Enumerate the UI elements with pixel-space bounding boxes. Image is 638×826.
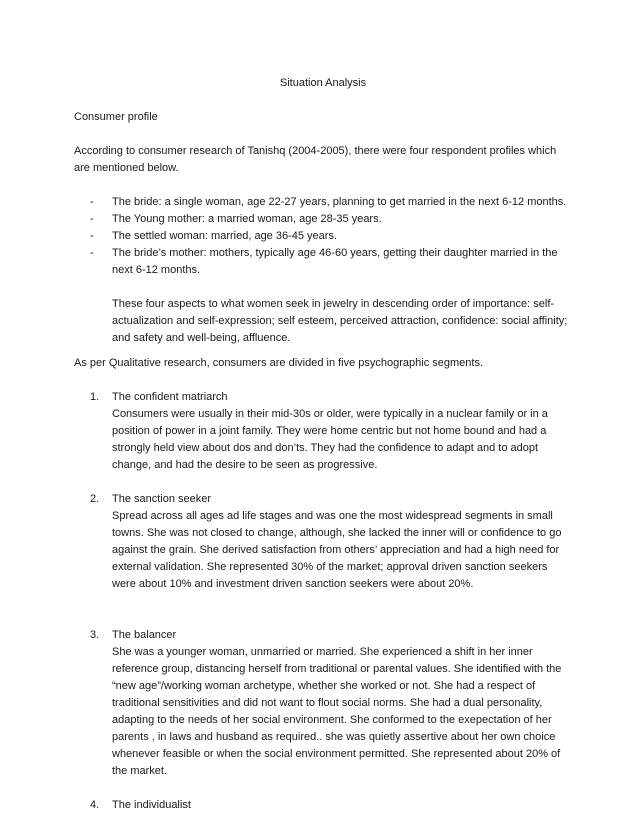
profile-text: The Young mother: a married woman, age 28-35 years. [112,213,382,225]
list-item [74,211,572,228]
profile-list [74,194,572,279]
segment-name: The individualist [112,799,191,811]
segment-name: The balancer [112,629,177,641]
profile-text: The bride: a single woman, age 22-27 years, planning to get married in the next 6-12 months. [112,196,567,208]
dash-marker: - [90,247,94,259]
aspects-paragraph: These four aspects to what women seek in jewelry in descending order of importance: self-actualization and self-expression; self esteem, perceived attraction, confidence: social affinity; and safety and well-being, affluence. [112,298,568,344]
dash-marker: - [90,230,94,242]
segment-description: Spread across all ages ad life stages and was one the most widespread segments in small towns. She was not closed to change, although, she lacked the inner will or confidence to go against the grain. She derived satisfaction from others’ appreciation and had a high need for external validation. She represented 30% of the market; approval driven sanction seekers were about 10% and investment driven sanction seekers were about 20%. [112,510,562,590]
dash-marker: - [90,196,94,208]
segment-number: 1. [90,391,100,403]
list-item [74,194,572,211]
segment-name: The confident matriarch [112,391,228,403]
segment-name: The sanction seeker [112,493,212,505]
segment-item [74,797,572,814]
list-item [74,228,572,245]
qualitative-intro: As per Qualitative research, consumers are divided in five psychographic segments. [74,357,484,369]
segment-list [74,389,572,814]
segment-description: Consumers were usually in their mid-30s or older, were typically in a nuclear family or in a position of power in a joint family. They were home centric but not home bound and had a strongly held view about dos and don’ts. They had the confidence to adapt and to adopt change, and had the desire to be seen as progressive. [112,408,548,471]
segment-description: She was a younger woman, unmarried or married. She experienced a shift in her inner reference group, distancing herself from traditional or parental values. She identified with the “new age”/working woman archetype, whether she worked or not. She had a respect of traditional sensitivities and did not want to flout social norms. She had a dual personality, adapting to the needs of her social environment. She conformed to the exepectation of her parents , in laws and husband as required.. she was quietly assertive about her own choice whenever feasible or when the social environment permitted. She represented about 20% of the market. [112,646,562,777]
segment-number: 4. [90,799,100,811]
segment-item [74,627,572,780]
profile-text: The settled woman: married, age 36-45 years. [112,230,338,242]
list-item [74,245,572,279]
dash-marker: - [90,213,94,225]
segment-number: 3. [90,629,100,641]
section-heading: Consumer profile [74,111,158,123]
document-title: Situation Analysis [279,77,367,89]
segment-number: 2. [90,493,100,505]
profile-text: The bride’s mother: mothers, typically age 46-60 years, getting their daughter married in the next 6-12 months. [112,247,558,276]
segment-item [74,389,572,474]
intro-paragraph: According to consumer research of Tanishq (2004-2005), there were four respondent profiles which are mentioned below. [74,145,557,174]
segment-item [74,491,572,593]
